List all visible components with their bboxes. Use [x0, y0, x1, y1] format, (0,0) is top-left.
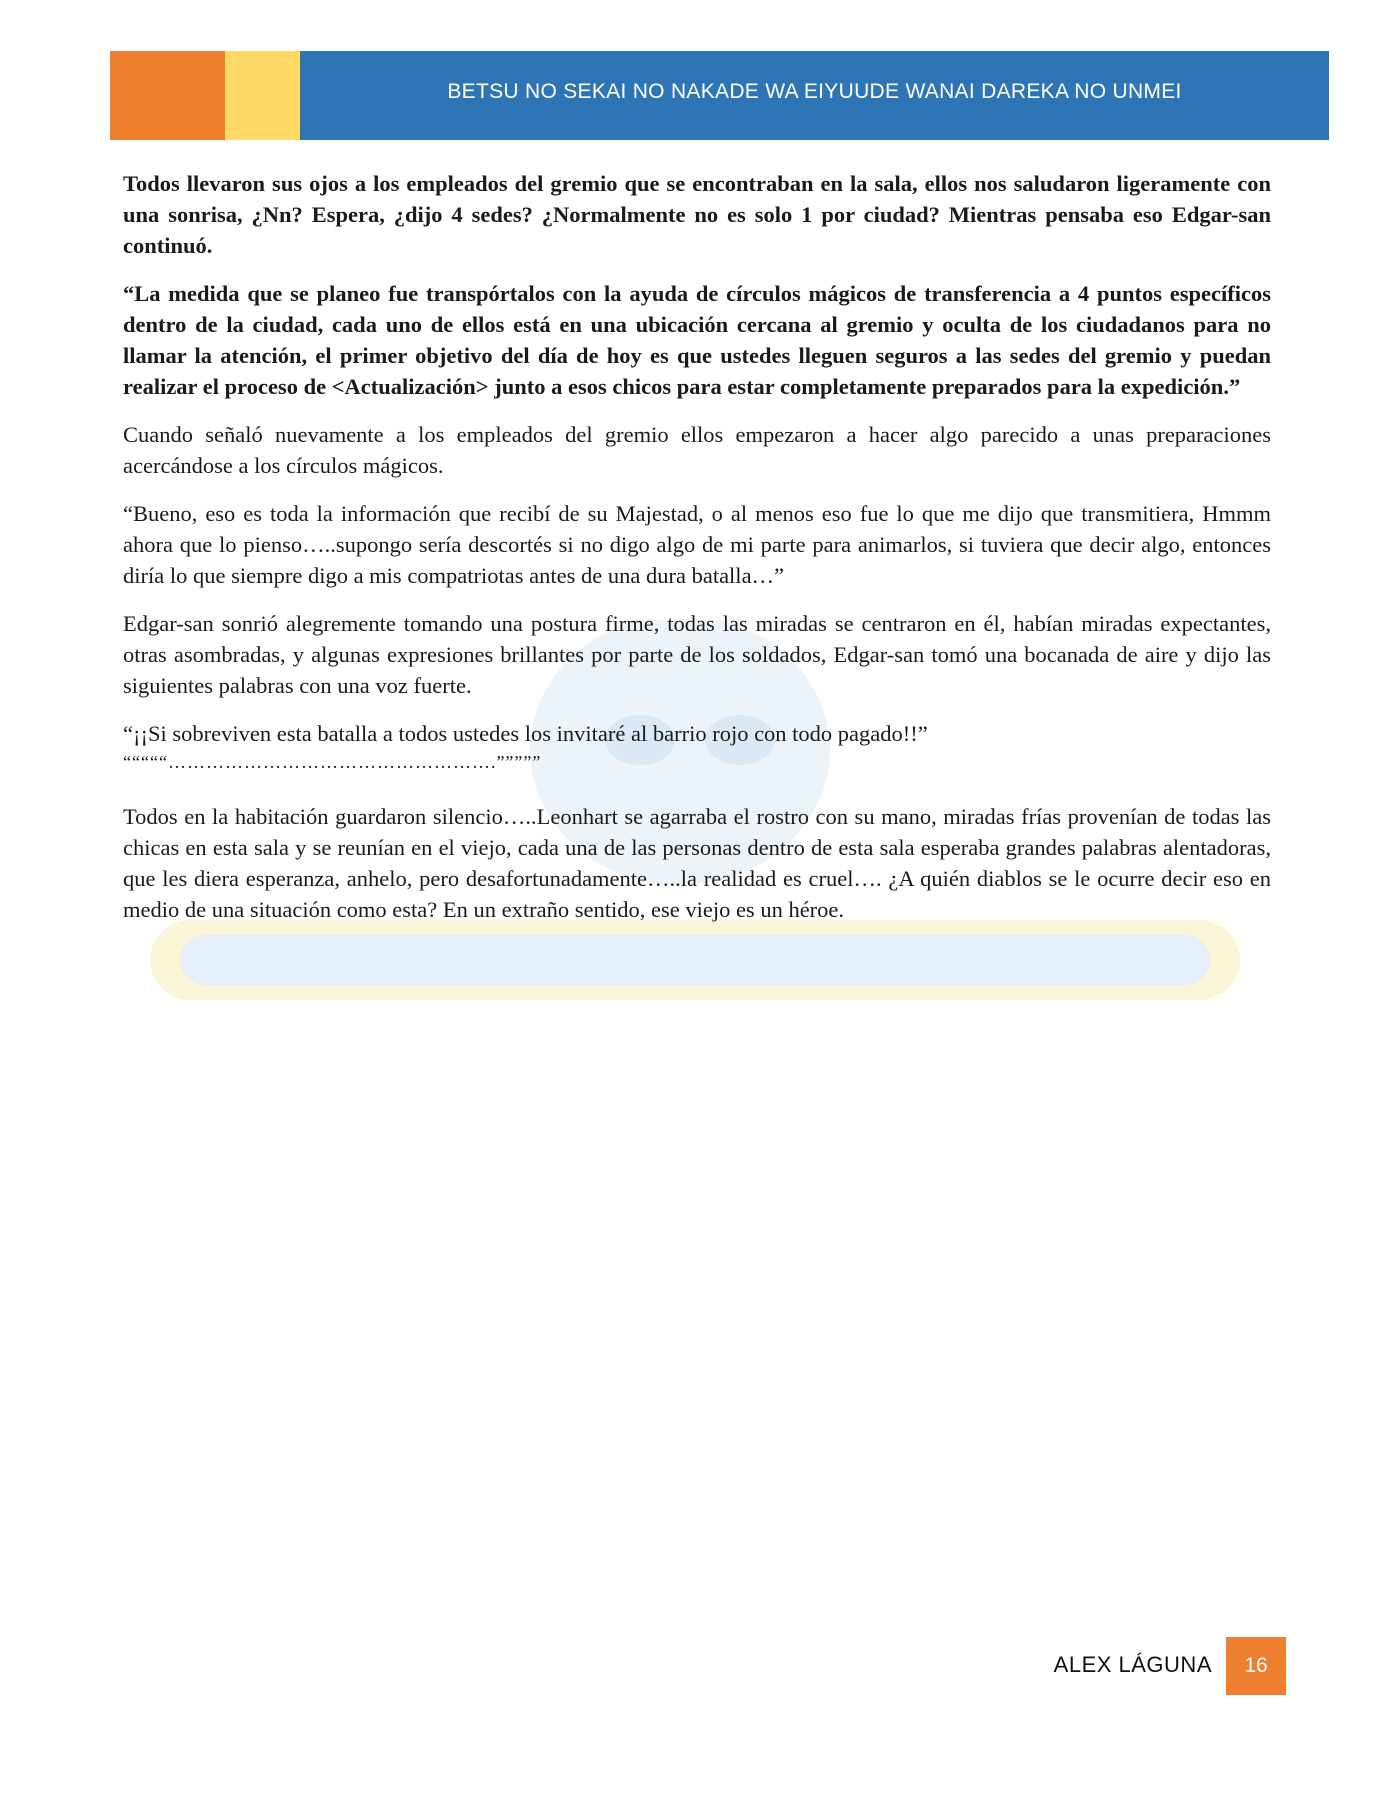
header-accent-yellow	[225, 51, 300, 140]
footer-author: ALEX LÁGUNA	[1053, 1652, 1212, 1677]
page-header	[110, 51, 1329, 140]
page-number: 16	[1244, 1654, 1268, 1677]
ellipsis-line: “““““…………………………………………….”””””	[123, 752, 542, 772]
paragraph: Edgar-san sonrió alegremente tomando una postura firme, todas las miradas se centraron en él, habían miradas expectantes, otras asombradas, y algunas expresiones brillantes por parte de los soldados, Edgar-san tomó una bocanada de aire y dijo las siguientes palabras con una voz fuerte.	[123, 611, 1271, 698]
page-number-badge	[1226, 1637, 1286, 1695]
header-accent-orange	[110, 51, 225, 140]
body-content	[123, 168, 1271, 942]
paragraph: “¡¡Si sobreviven esta batalla a todos ustedes los invitaré al barrio rojo con todo pagado!!”	[123, 721, 928, 746]
paragraph: Cuando señaló nuevamente a los empleados del gremio ellos empezaron a hacer algo parecido a unas preparaciones acercándose a los círculos mágicos.	[123, 422, 1271, 478]
paragraph: “La medida que se planeo fue transpórtalos con la ayuda de círculos mágicos de transferencia a 4 puntos específicos dentro de la ciudad, cada uno de ellos está en una ubicación cercana al gremio y oculta de los ciudadanos para no llamar la atención, el primer objetivo del día de hoy es que ustedes lleguen seguros a las sedes del gremio y puedan realizar el proceso de <Actualización> junto a esos chicos para estar completamente preparados para la expedición.”	[123, 281, 1271, 399]
header-title: BETSU NO SEKAI NO NAKADE WA EIYUUDE WANAI DAREKA NO UNMEI	[447, 79, 1182, 103]
paragraph: Todos en la habitación guardaron silencio…..Leonhart se agarraba el rostro con su mano, miradas frías provenían de todas las chicas en esta sala y se reunían en el viejo, cada una de las personas dentro de esta sala esperaba grandes palabras alentadoras, que les diera esperanza, anhelo, pero desafortunadamente…..la realidad es cruel…. ¿A quién diablos se le ocurre decir eso en medio de una situación como esta? En un extraño sentido, ese viejo es un héroe.	[123, 804, 1271, 922]
paragraph: “Bueno, eso es toda la información que recibí de su Majestad, o al menos eso fue lo que me dijo que transmitiera, Hmmm ahora que lo pienso…..supongo sería descortés si no digo algo de mi parte para animarlos, si tuviera que decir algo, entonces diría lo que siempre digo a mis compatriotas antes de una dura batalla…”	[123, 501, 1271, 588]
paragraph: Todos llevaron sus ojos a los empleados del gremio que se encontraban en la sala, ellos nos saludaron ligeramente con una sonrisa, ¿Nn? Espera, ¿dijo 4 sedes? ¿Normalmente no es solo 1 por ciudad? Mientras pensaba eso Edgar-san continuó.	[123, 171, 1271, 258]
header-title-bar	[300, 51, 1329, 140]
